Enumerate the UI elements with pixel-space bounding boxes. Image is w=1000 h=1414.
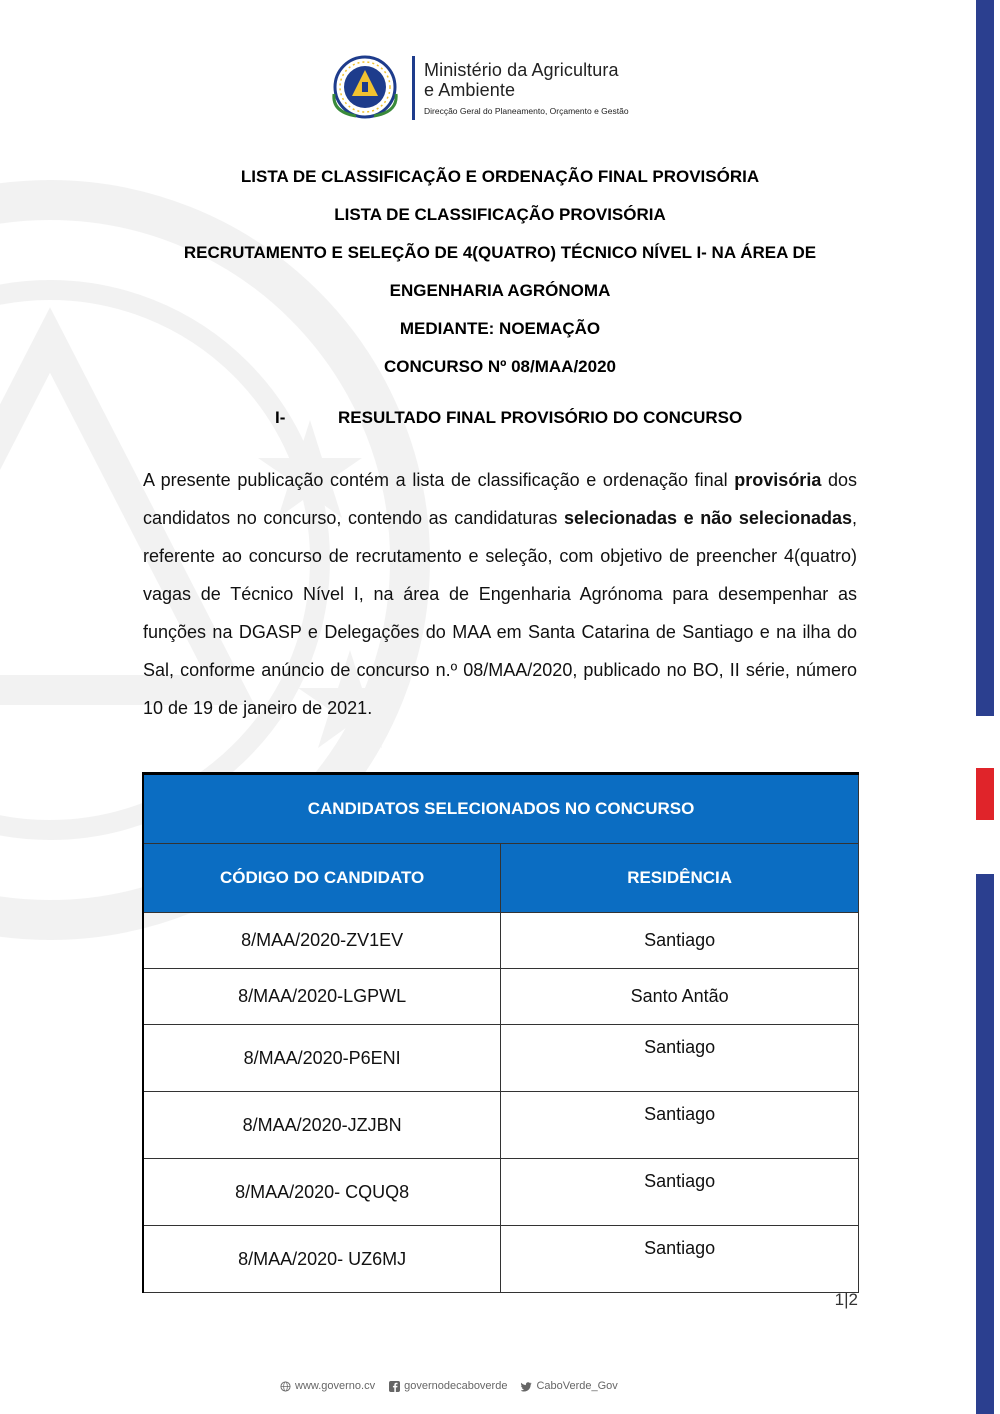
table-row [143,1159,859,1226]
title-line-3: RECRUTAMENTO E SELEÇÃO DE 4(QUATRO) TÉCNICO NÍVEL I- NA ÁREA DE [183,243,817,262]
footer-website[interactable] [280,1380,375,1392]
paragraph-part-3: , referente ao concurso de recrutamento e seleção, com objetivo de preencher 4(quatro) vagas de Técnico Nível I, na área de Engenharia Agrónoma para desempenhar as funções na DGASP e Delegações do MAA em Santa Catarina de Santiago e na ilha do Sal, conforme anúncio de concurso n.º 08/MAA/2020, publicado no BO, II série, número 10 de 19 de janeiro de 2021. [143,508,857,718]
selected-candidates-table [142,772,859,1293]
document-titles [140,158,860,386]
right-decorative-bar-bottom [976,874,994,1414]
title-line-5: MEDIANTE: NOEMAÇÃO [399,319,601,338]
candidate-code: 8/MAA/2020- CQUQ8 [143,1159,501,1226]
intro-paragraph [143,461,857,727]
table-row [143,1226,859,1293]
twitter-icon [521,1381,532,1392]
column-header-residence: RESIDÊNCIA [501,844,859,913]
footer-facebook[interactable] [389,1380,507,1392]
direccao-name: Direcção Geral do Planeamento, Orçamento e Gestão [424,106,629,116]
ministry-name-line1: Ministério da Agricultura [424,60,619,80]
candidate-code: 8/MAA/2020-LGPWL [143,969,501,1025]
twitter-link[interactable]: CaboVerde_Gov [536,1380,618,1392]
candidate-residence: Santiago [501,1092,859,1159]
ministry-seal-icon [326,54,404,120]
footer-twitter[interactable] [521,1380,617,1392]
section-number: I- [275,408,286,427]
paragraph-part-1: A presente publicação contém a lista de classificação e ordenação final [143,470,735,490]
table-row [143,1092,859,1159]
title-line-1: LISTA DE CLASSIFICAÇÃO E ORDENAÇÃO FINAL PROVISÓRIA [240,167,760,186]
globe-icon [280,1381,291,1392]
ministry-name-line2: e Ambiente [424,80,516,100]
facebook-icon [389,1381,400,1392]
candidate-code: 8/MAA/2020-P6ENI [143,1025,501,1092]
candidate-code: 8/MAA/2020-JZJBN [143,1092,501,1159]
table-row [143,969,859,1025]
table-caption: CANDIDATOS SELECIONADOS NO CONCURSO [143,774,859,844]
right-decorative-bar-red [976,768,994,820]
section-title: RESULTADO FINAL PROVISÓRIO DO CONCURSO [338,408,743,427]
ministry-name [424,60,619,100]
header-divider [412,56,415,120]
title-line-6: CONCURSO Nº 08/MAA/2020 [384,357,616,376]
paragraph-bold-2: selecionadas e não selecionadas [563,508,852,528]
column-header-code: CÓDIGO DO CANDIDATO [143,844,501,913]
candidate-residence: Santiago [501,1025,859,1092]
paragraph-bold-1: provisória [734,470,822,490]
candidate-residence: Santiago [501,913,859,969]
title-line-4: ENGENHARIA AGRÓNOMA [389,281,611,300]
candidate-residence: Santiago [501,1226,859,1293]
table-row [143,1025,859,1092]
candidate-code: 8/MAA/2020-ZV1EV [143,913,501,969]
title-line-2: LISTA DE CLASSIFICAÇÃO PROVISÓRIA [334,205,666,224]
ministry-header [326,54,686,124]
right-decorative-bar-top [976,0,994,716]
paragraph-part-2: dos candidatos no concurso, contendo as candidaturas [143,470,857,528]
footer [280,1380,618,1392]
table-row [143,913,859,969]
website-link[interactable]: www.governo.cv [295,1380,376,1392]
facebook-link[interactable]: governodecaboverde [404,1380,508,1392]
page-number: 1|2 [834,1290,858,1309]
candidate-residence: Santiago [501,1159,859,1226]
candidate-residence: Santo Antão [501,969,859,1025]
candidate-code: 8/MAA/2020- UZ6MJ [143,1226,501,1293]
